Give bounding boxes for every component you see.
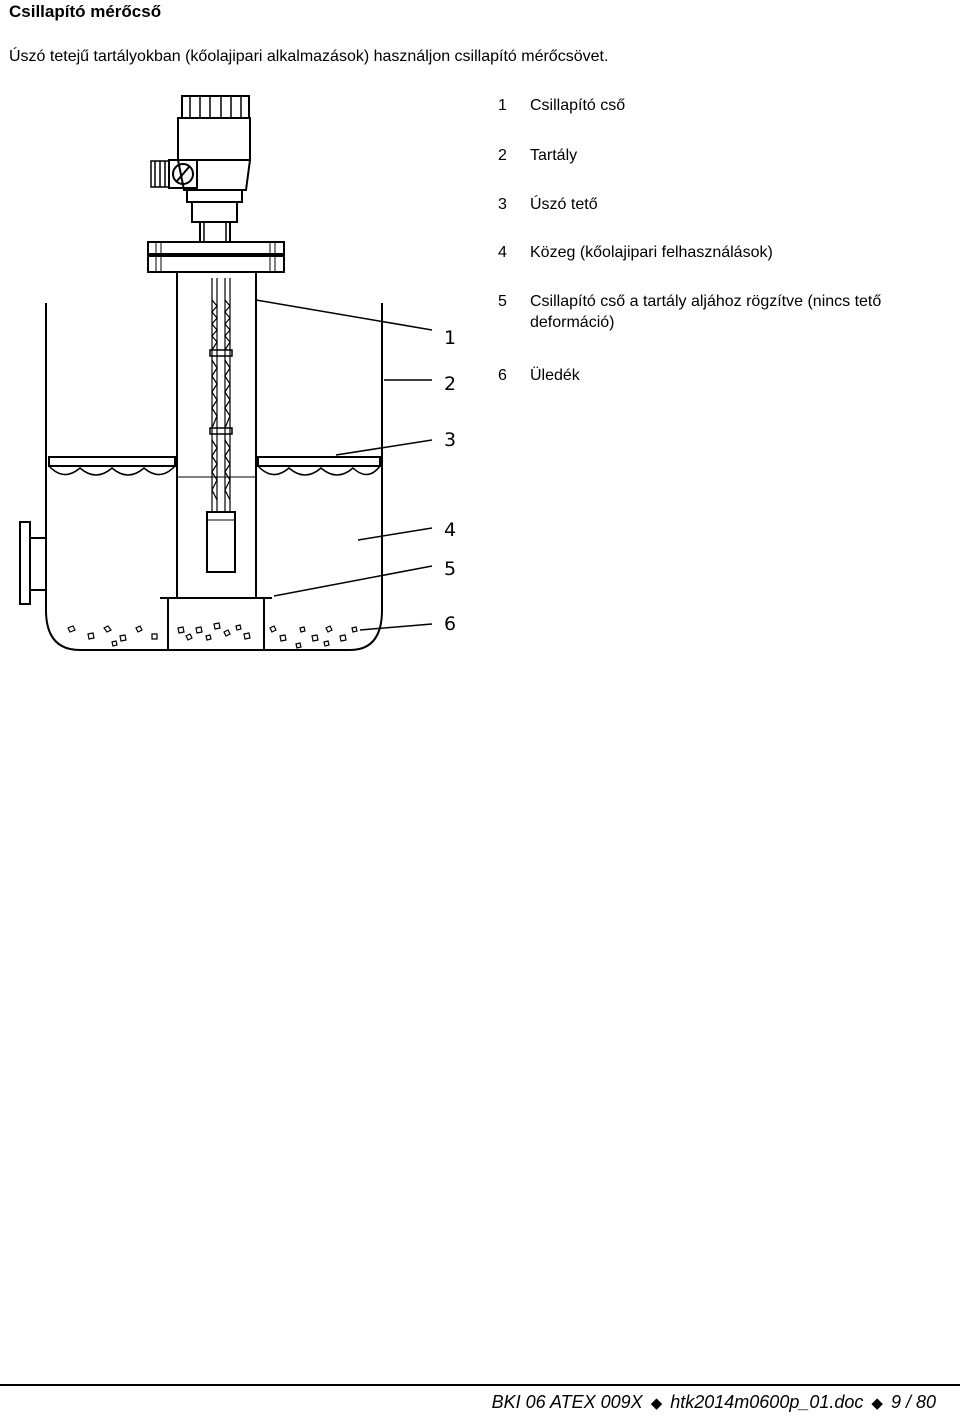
legend-number: 2	[498, 147, 507, 164]
transmitter-head	[151, 96, 250, 242]
legend-number: 5	[498, 293, 507, 310]
intro-paragraph: Úszó tetejű tartályokban (kőolajipari alkalmazások) használjon csillapító mérőcsövet.	[9, 48, 609, 65]
probe-weight	[207, 512, 235, 572]
legend-number: 6	[498, 367, 507, 384]
legend-text: Csillapító cső a tartály aljához rögzítve (nincs tető deformáció)	[530, 293, 882, 331]
sediment	[68, 623, 357, 648]
legend-text: Úszó tető	[530, 196, 598, 213]
legend-text: Csillapító cső	[530, 97, 626, 114]
legend-number: 1	[498, 97, 507, 114]
legend-text: Közeg (kőolajipari felhasználások)	[530, 244, 773, 261]
diamond-icon: ◆	[650, 1395, 663, 1412]
footer-doc-id: BKI 06 ATEX 009X	[491, 1392, 643, 1412]
callout-3: 3	[444, 429, 457, 451]
legend-number: 3	[498, 196, 507, 213]
callout-numbers	[444, 327, 456, 635]
page-footer	[492, 1392, 936, 1413]
footer-rule	[0, 1384, 960, 1386]
callout-2: 2	[444, 373, 457, 395]
legend-text: Tartály	[530, 147, 578, 164]
callout-1: 1	[444, 327, 457, 349]
page-heading: Csillapító mérőcső	[9, 2, 162, 21]
legend-number: 4	[498, 244, 507, 261]
diamond-icon: ◆	[871, 1395, 883, 1412]
footer-file-name: htk2014m0600p_01.doc	[670, 1392, 864, 1412]
flange	[148, 242, 284, 272]
callout-4: 4	[444, 519, 457, 541]
callout-5: 5	[444, 558, 457, 580]
callout-6: 6	[444, 613, 457, 635]
stilling-well-drawing	[0, 0, 960, 700]
legend-text: Üledék	[530, 367, 580, 384]
footer-page-number: 9 / 80	[890, 1392, 936, 1412]
